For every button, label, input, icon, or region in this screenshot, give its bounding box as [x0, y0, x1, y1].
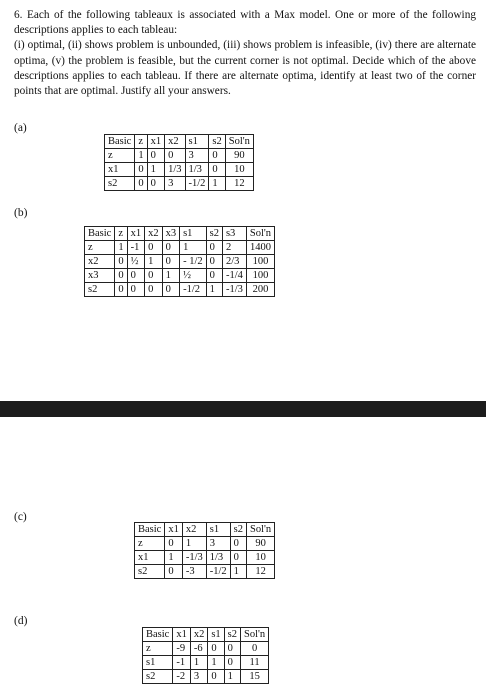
- tableau-basic-var-cell: s2: [105, 177, 135, 191]
- tableau-cell: 0: [224, 656, 240, 670]
- tableau-d-body: [143, 628, 269, 684]
- tableau-cell: - 1/2: [180, 255, 207, 269]
- tableau-cell: 0: [145, 283, 163, 297]
- tableau-header-cell: z: [135, 135, 147, 149]
- tableau-cell: 0: [209, 149, 225, 163]
- tableau-cell: 90: [225, 149, 253, 163]
- tableau-cell: 0: [208, 670, 224, 684]
- tableau-cell: 2: [222, 241, 246, 255]
- tableau-basic-var-cell: z: [105, 149, 135, 163]
- tableau-cell: 0: [115, 283, 127, 297]
- tableau-row: [85, 283, 275, 297]
- tableau-header-cell: Basic: [105, 135, 135, 149]
- tableau-header-cell: Sol'n: [246, 227, 274, 241]
- tableau-cell: -1: [127, 241, 145, 255]
- tableau-cell: -1/3: [222, 283, 246, 297]
- tableau-cell: 1: [208, 656, 224, 670]
- tableau-cell: 1: [182, 537, 206, 551]
- tableau-header-cell: Sol'n: [225, 135, 253, 149]
- tableau-a: [104, 134, 254, 191]
- tableau-cell: 1: [209, 177, 225, 191]
- tableau-cell: -1/2: [180, 283, 207, 297]
- tableau-cell: 0: [206, 269, 222, 283]
- tableau-cell: 1: [230, 565, 246, 579]
- tableau-cell: 0: [127, 283, 145, 297]
- tableau-cell: -3: [182, 565, 206, 579]
- tableau-cell: 1: [180, 241, 207, 255]
- tableau-basic-var-cell: s1: [143, 656, 173, 670]
- tableau-cell: 0: [230, 537, 246, 551]
- tableau-cell: 1: [224, 670, 240, 684]
- tableau-c: [134, 522, 275, 579]
- tableau-cell: 10: [247, 551, 275, 565]
- tableau-basic-var-cell: x1: [105, 163, 135, 177]
- tableau-cell: 0: [230, 551, 246, 565]
- tableau-cell: -9: [173, 642, 191, 656]
- tableau-row: [143, 670, 269, 684]
- tableau-cell: 0: [208, 642, 224, 656]
- tableau-b: [84, 226, 275, 297]
- tableau-cell: 1: [135, 149, 147, 163]
- tableau-cell: 100: [246, 269, 274, 283]
- tableau-header-cell: Basic: [143, 628, 173, 642]
- tableau-header-cell: x1: [127, 227, 145, 241]
- tableau-cell: 90: [247, 537, 275, 551]
- tableau-cell: 1: [115, 241, 127, 255]
- tableau-cell: 0: [165, 565, 183, 579]
- tableau-row: [135, 551, 275, 565]
- tableau-cell: -1: [173, 656, 191, 670]
- tableau-d: [142, 627, 269, 684]
- tableau-basic-var-cell: z: [85, 241, 115, 255]
- question-text: [14, 8, 476, 99]
- tableau-cell: 0: [206, 241, 222, 255]
- tableau-cell: 1: [206, 283, 222, 297]
- tableau-row: [105, 177, 254, 191]
- tableau-row: [85, 241, 275, 255]
- tableau-cell: 3: [206, 537, 230, 551]
- tableau-row: [105, 149, 254, 163]
- part-b-label: (b): [14, 207, 28, 219]
- tableau-row: [105, 163, 254, 177]
- tableau-cell: 1: [165, 551, 183, 565]
- tableau-header-row: [85, 227, 275, 241]
- tableau-row: [85, 255, 275, 269]
- question-options: (i) optimal, (ii) shows problem is unbounded, (iii) shows problem is infeasible, (iv) there are alternate optima, (v) the problem is feasible, but the current corner is not optimal. Decide which of the above descriptions applies to each tableau. If there are alternate optima, identify at least two of the corner points that are optimal. Justify all your answers.: [14, 39, 476, 98]
- tableau-header-cell: Sol'n: [241, 628, 269, 642]
- tableau-header-cell: x1: [165, 523, 183, 537]
- tableau-cell: 0: [147, 177, 165, 191]
- tableau-cell: 0: [135, 163, 147, 177]
- tableau-cell: 3: [190, 670, 208, 684]
- tableau-cell: 1/3: [185, 163, 209, 177]
- tableau-header-cell: x2: [190, 628, 208, 642]
- tableau-cell: 1: [190, 656, 208, 670]
- tableau-cell: 1: [162, 269, 180, 283]
- tableau-c-body: [135, 523, 275, 579]
- tableau-basic-var-cell: z: [143, 642, 173, 656]
- tableau-cell: 0: [162, 241, 180, 255]
- tableau-header-cell: s1: [180, 227, 207, 241]
- tableau-cell: 1/3: [206, 551, 230, 565]
- tableau-cell: 200: [246, 283, 274, 297]
- tableau-cell: 0: [145, 269, 163, 283]
- tableau-cell: 2/3: [222, 255, 246, 269]
- tableau-cell: 0: [162, 255, 180, 269]
- tableau-header-cell: x2: [182, 523, 206, 537]
- tableau-cell: 0: [135, 177, 147, 191]
- tableau-cell: 12: [247, 565, 275, 579]
- black-divider-band: [0, 401, 486, 417]
- question-intro: 6. Each of the following tableaux is associated with a Max model. One or more of the following descriptions applies to each tableau:: [14, 9, 476, 37]
- tableau-cell: 3: [185, 149, 209, 163]
- part-d-label: (d): [14, 615, 28, 627]
- tableau-cell: 10: [225, 163, 253, 177]
- tableau-cell: 0: [115, 269, 127, 283]
- tableau-header-cell: Basic: [85, 227, 115, 241]
- tableau-cell: 0: [145, 241, 163, 255]
- tableau-cell: 0: [162, 283, 180, 297]
- tableau-header-cell: x1: [147, 135, 165, 149]
- tableau-cell: -6: [190, 642, 208, 656]
- tableau-cell: ½: [180, 269, 207, 283]
- tableau-cell: 1: [147, 163, 165, 177]
- tableau-basic-var-cell: x3: [85, 269, 115, 283]
- tableau-cell: -1/2: [206, 565, 230, 579]
- tableau-cell: 11: [241, 656, 269, 670]
- tableau-basic-var-cell: z: [135, 537, 165, 551]
- tableau-cell: 0: [224, 642, 240, 656]
- tableau-cell: -1/4: [222, 269, 246, 283]
- tableau-cell: 100: [246, 255, 274, 269]
- tableau-header-cell: z: [115, 227, 127, 241]
- tableau-cell: 15: [241, 670, 269, 684]
- tableau-b-body: [85, 227, 275, 297]
- tableau-header-cell: x2: [145, 227, 163, 241]
- tableau-basic-var-cell: s2: [135, 565, 165, 579]
- tableau-header-cell: x1: [173, 628, 191, 642]
- tableau-header-cell: s2: [224, 628, 240, 642]
- tableau-header-cell: Basic: [135, 523, 165, 537]
- tableau-basic-var-cell: x2: [85, 255, 115, 269]
- tableau-cell: 12: [225, 177, 253, 191]
- tableau-cell: 0: [147, 149, 165, 163]
- tableau-cell: -2: [173, 670, 191, 684]
- tableau-cell: 1/3: [165, 163, 185, 177]
- tableau-header-row: [105, 135, 254, 149]
- tableau-header-cell: s2: [230, 523, 246, 537]
- tableau-basic-var-cell: s2: [85, 283, 115, 297]
- tableau-basic-var-cell: x1: [135, 551, 165, 565]
- tableau-cell: 0: [241, 642, 269, 656]
- tableau-cell: 1: [145, 255, 163, 269]
- part-a-label: (a): [14, 122, 27, 134]
- part-c-label: (c): [14, 511, 27, 523]
- tableau-a-body: [105, 135, 254, 191]
- tableau-header-cell: Sol'n: [247, 523, 275, 537]
- tableau-cell: 0: [165, 149, 185, 163]
- tableau-cell: 0: [127, 269, 145, 283]
- tableau-cell: 0: [165, 537, 183, 551]
- tableau-header-cell: s2: [209, 135, 225, 149]
- tableau-cell: 3: [165, 177, 185, 191]
- tableau-cell: ½: [127, 255, 145, 269]
- tableau-row: [143, 642, 269, 656]
- tableau-cell: 0: [206, 255, 222, 269]
- tableau-row: [85, 269, 275, 283]
- tableau-header-cell: x3: [162, 227, 180, 241]
- tableau-cell: 0: [115, 255, 127, 269]
- tableau-header-cell: s1: [185, 135, 209, 149]
- tableau-cell: -1/2: [185, 177, 209, 191]
- tableau-header-cell: s1: [206, 523, 230, 537]
- tableau-row: [135, 565, 275, 579]
- tableau-row: [135, 537, 275, 551]
- tableau-header-cell: s3: [222, 227, 246, 241]
- tableau-row: [143, 656, 269, 670]
- tableau-cell: 1400: [246, 241, 274, 255]
- tableau-header-row: [135, 523, 275, 537]
- tableau-cell: 0: [209, 163, 225, 177]
- tableau-header-cell: s2: [206, 227, 222, 241]
- tableau-header-cell: x2: [165, 135, 185, 149]
- tableau-header-row: [143, 628, 269, 642]
- tableau-header-cell: s1: [208, 628, 224, 642]
- tableau-cell: -1/3: [182, 551, 206, 565]
- tableau-basic-var-cell: s2: [143, 670, 173, 684]
